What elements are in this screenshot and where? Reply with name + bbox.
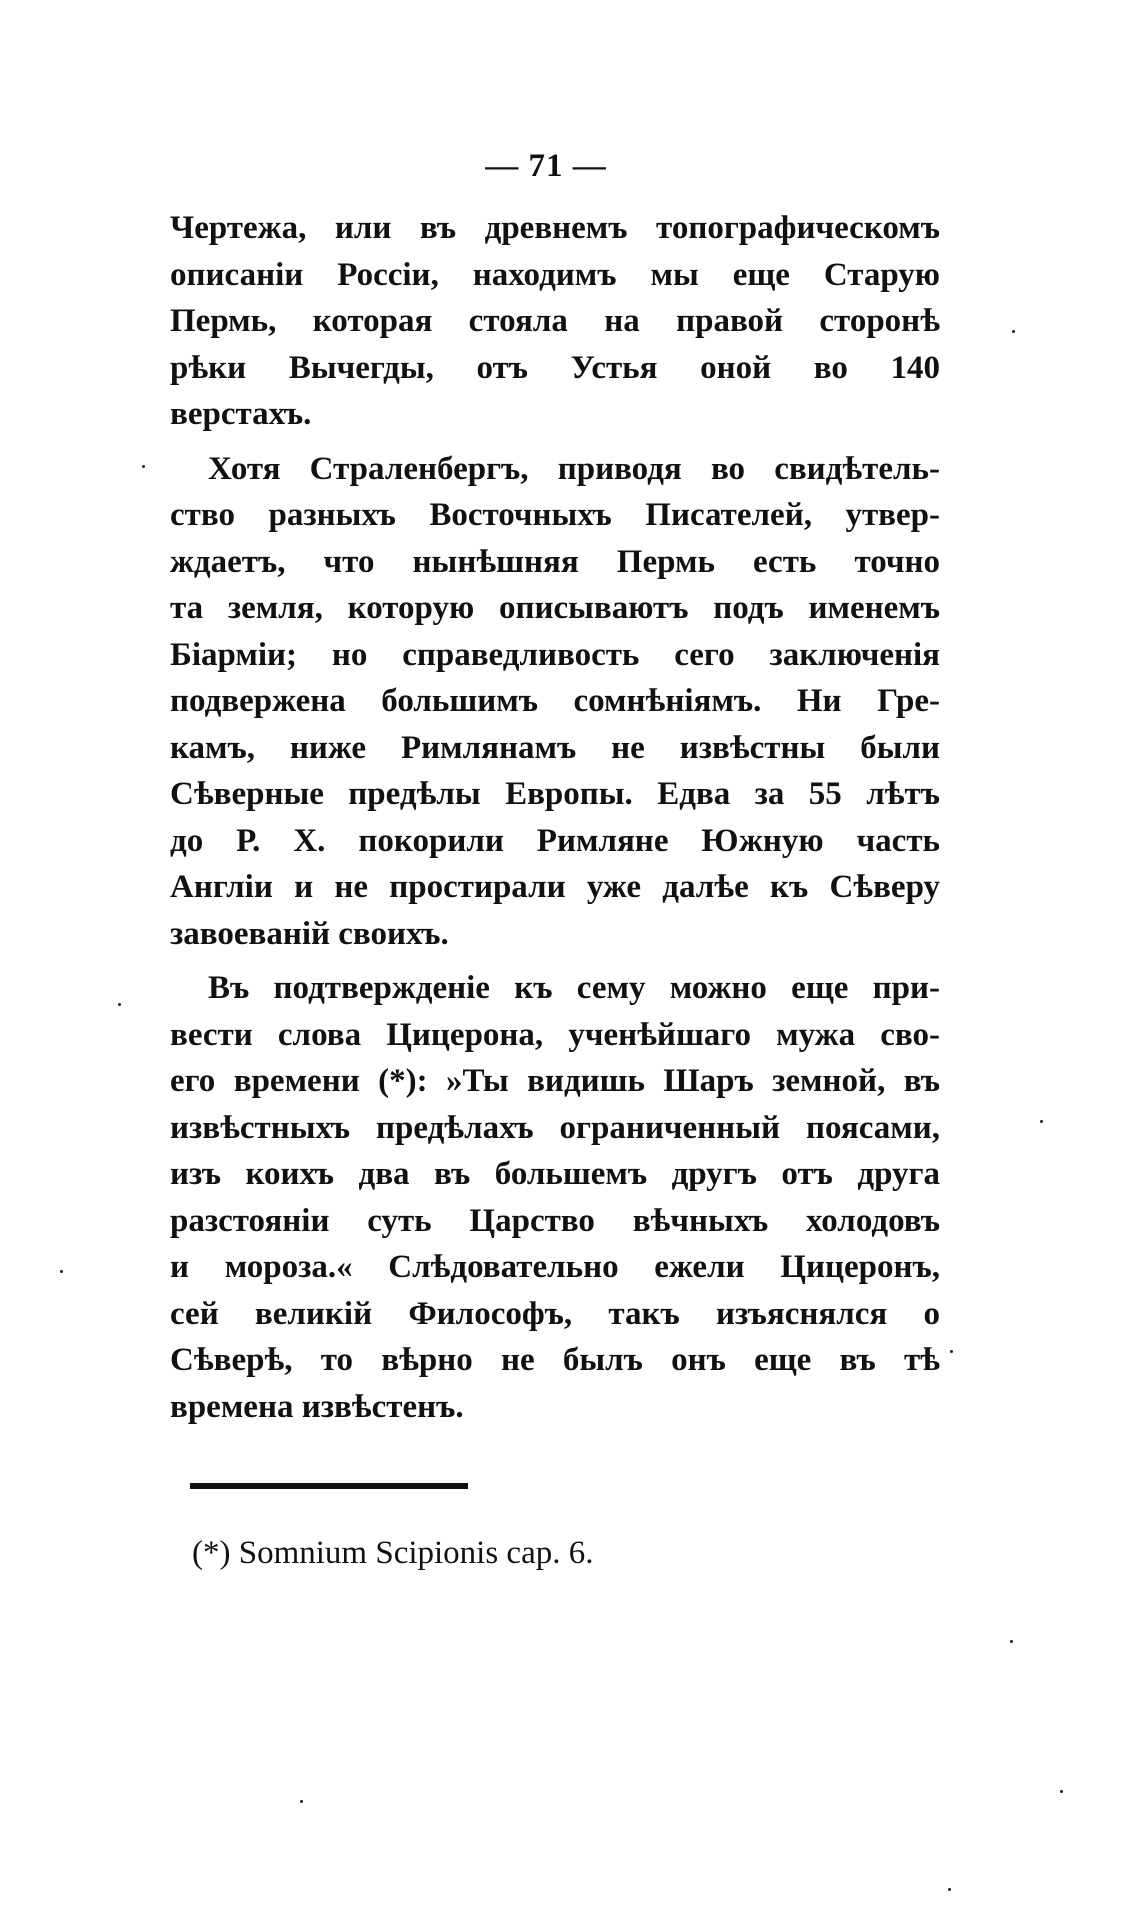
- footnote-separator: [190, 1483, 468, 1489]
- text-line: та земля, которую описываютъ подъ именемъ: [170, 590, 940, 626]
- text-line: Хотя Страленбергъ, приводя во свидѣтель-: [208, 450, 940, 487]
- text-line: времена извѣстенъ.: [170, 1388, 464, 1425]
- text-line: изъ коихъ два въ большемъ другъ отъ друга: [170, 1156, 940, 1192]
- scan-speck: [1012, 330, 1015, 333]
- text-line: камъ, ниже Римлянамъ не извѣстны были: [170, 729, 940, 766]
- scan-speck: [948, 1888, 951, 1891]
- text-line: Англіи и не простирали уже далѣе къ Сѣверу: [170, 869, 940, 905]
- footnote: (*) Somnium Scipionis cap. 6.: [192, 1535, 594, 1571]
- text-line: рѣки Вычегды, отъ Устья оной во 140: [170, 349, 940, 386]
- text-line: Въ подтвержденіе къ сему можно еще при-: [208, 970, 940, 1006]
- scan-speck: [950, 1350, 953, 1353]
- scan-speck: [1040, 1120, 1043, 1123]
- text-line: Чертежа, или въ древнемъ топографическомъ: [170, 210, 940, 246]
- text-line: завоеваній своихъ.: [170, 915, 449, 952]
- scan-speck: [118, 1003, 121, 1006]
- text-line: до Р. Х. покорили Римляне Южную часть: [170, 822, 940, 859]
- paragraph-2: [170, 446, 940, 958]
- text-line: ждаетъ, что нынѣшняя Пермь есть точно: [170, 543, 940, 580]
- text-line: Сѣверные предѣлы Европы. Едва за 55 лѣтъ: [170, 776, 940, 812]
- text-line: извѣстныхъ предѣлахъ ограниченный поясами,: [170, 1109, 940, 1146]
- paragraph-1: [170, 205, 940, 438]
- text-line: Пермь, которая стояла на правой сторонѣ: [170, 303, 940, 339]
- text-line: вести слова Цицерона, ученѣйшаго мужа сво-: [170, 1016, 940, 1053]
- scan-speck: [60, 1270, 63, 1273]
- text-line: ство разныхъ Восточныхъ Писателей, утвер-: [170, 497, 940, 533]
- body-text: [170, 205, 940, 1438]
- text-line: описаніи Россіи, находимъ мы еще Старую: [170, 256, 940, 293]
- text-line: Біарміи; но справедливость сего заключенія: [170, 636, 940, 673]
- scan-speck: [142, 465, 145, 468]
- text-line: и мороза.« Слѣдовательно ежели Цицеронъ,: [170, 1249, 940, 1285]
- text-line: Сѣверѣ, то вѣрно не былъ онъ еще въ тѣ: [170, 1342, 940, 1378]
- text-line: его времени (*): »Ты видишь Шаръ земной, въ: [170, 1063, 940, 1099]
- text-line: подвержена большимъ сомнѣніямъ. Ни Гре-: [170, 683, 940, 719]
- text-line: сей великій Философъ, такъ изъяснялся о: [170, 1295, 940, 1332]
- scan-speck: [1010, 1640, 1013, 1643]
- scan-speck: [300, 1800, 303, 1803]
- text-line: верстахъ.: [170, 396, 312, 432]
- text-line: разстояніи суть Царство вѣчныхъ холодовъ: [170, 1202, 940, 1239]
- scan-speck: [1060, 1790, 1063, 1793]
- paragraph-3: [170, 965, 940, 1430]
- page-number: — 71 —: [485, 148, 607, 184]
